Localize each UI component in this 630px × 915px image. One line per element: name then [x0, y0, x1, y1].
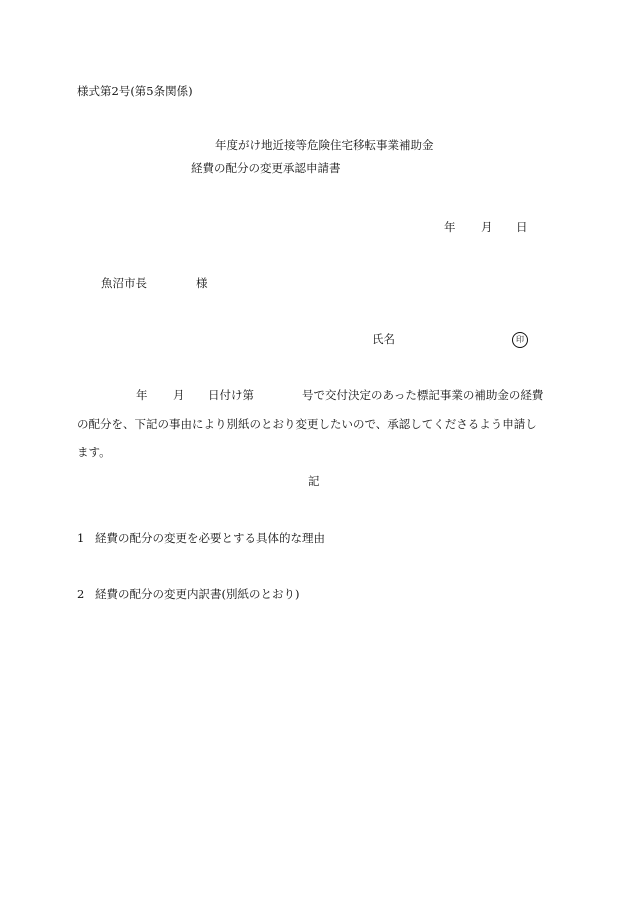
- addressee-honorific: 様: [196, 276, 208, 290]
- item-1-text: 経費の配分の変更を必要とする具体的な理由: [95, 531, 325, 545]
- body-month-label: 月: [173, 388, 185, 402]
- applicant-name-label: 氏名: [372, 332, 395, 346]
- body-line-1-rest: 号で交付決定のあった標記事業の補助金の経費: [302, 388, 544, 402]
- title-line-1: 年度がけ地近接等危険住宅移転事業補助金: [215, 138, 434, 152]
- seal-mark: 印: [512, 332, 528, 348]
- body-line-2: の配分を、下記の事由により別紙のとおり変更したいので、承認してくださるよう申請し: [77, 417, 537, 431]
- date-month-label: 月: [481, 220, 493, 234]
- item-1-number: 1: [77, 531, 85, 545]
- addressee-name: 魚沼市長: [101, 276, 147, 290]
- date-day-label: 日: [516, 220, 528, 234]
- title-line-2: 経費の配分の変更承認申請書: [191, 161, 341, 175]
- ki-heading: 記: [308, 474, 320, 488]
- body-line-3: ます。: [77, 445, 111, 459]
- item-2-text: 経費の配分の変更内訳書(別紙のとおり): [95, 587, 300, 601]
- body-year-label: 年: [136, 388, 148, 402]
- body-day-ref: 日付け第: [208, 388, 254, 402]
- form-number: 様式第2号(第5条関係): [77, 84, 193, 98]
- date-year-label: 年: [444, 220, 456, 234]
- item-2-number: 2: [77, 587, 85, 601]
